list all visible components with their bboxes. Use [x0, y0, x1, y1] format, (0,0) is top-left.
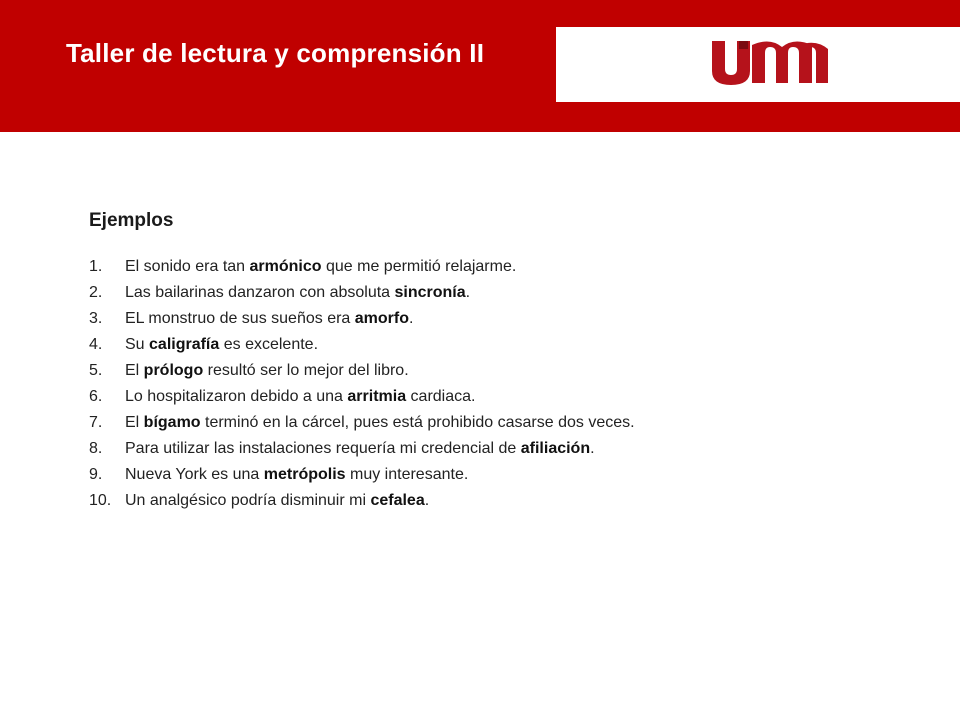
- list-item-number: 5.: [89, 362, 103, 379]
- key-word: arritmia: [347, 388, 407, 405]
- list-item: [89, 332, 889, 358]
- list-item-text: Para utilizar las instalaciones requería mi credencial de: [125, 440, 521, 457]
- list-item-text: El: [125, 362, 144, 379]
- list-item-number: 1.: [89, 258, 103, 275]
- list-item-text: Un analgésico podría disminuir mi: [125, 492, 371, 509]
- list-item-text: Su: [125, 336, 150, 353]
- example-list: [89, 254, 889, 514]
- list-item-text: Lo hospitalizaron debido a una: [125, 388, 348, 405]
- section-title: Ejemplos: [89, 210, 174, 231]
- key-word: sincronía: [394, 284, 466, 301]
- list-item-text: EL monstruo de sus sueños era: [125, 310, 355, 327]
- list-item-text: es excelente.: [219, 336, 319, 353]
- list-item-number: 10.: [89, 492, 112, 509]
- key-word: armónico: [249, 258, 322, 275]
- list-item-text: que me permitió relajarme.: [321, 258, 517, 275]
- list-item: [89, 436, 889, 462]
- list-item: [89, 462, 889, 488]
- list-item: [89, 254, 889, 280]
- key-word: amorfo: [354, 310, 409, 327]
- key-word: prólogo: [143, 362, 204, 379]
- key-word: afiliación: [520, 440, 591, 457]
- list-item-number: 4.: [89, 336, 103, 353]
- list-item-text: .: [409, 310, 414, 327]
- list-item-number: 3.: [89, 310, 103, 327]
- list-item: [89, 306, 889, 332]
- list-item: [89, 358, 889, 384]
- key-word: cefalea: [370, 492, 425, 509]
- list-item-number: 6.: [89, 388, 103, 405]
- list-item-text: .: [465, 284, 471, 301]
- logo-panel: [556, 27, 960, 102]
- list-item-text: resultó ser lo mejor del libro.: [203, 362, 409, 379]
- list-item-text: El: [125, 414, 144, 431]
- key-word: bígamo: [143, 414, 201, 431]
- umm-logo: [710, 37, 834, 87]
- list-item: [89, 384, 889, 410]
- list-item-number: 8.: [89, 440, 103, 457]
- list-item-text: .: [590, 440, 595, 457]
- page-title: Taller de lectura y comprensión II: [66, 38, 485, 68]
- list-item-text: Nueva York es una: [125, 466, 264, 483]
- list-item: [89, 488, 889, 514]
- examples-section: [89, 208, 889, 514]
- list-item-text: cardiaca.: [406, 388, 476, 405]
- list-item-text: muy interesante.: [345, 466, 469, 483]
- list-item-number: 2.: [89, 284, 103, 301]
- list-item: [89, 280, 889, 306]
- header-band: [0, 0, 960, 132]
- list-item-text: terminó en la cárcel, pues está prohibido casarse dos veces.: [200, 414, 635, 431]
- list-item-text: El sonido era tan: [125, 258, 250, 275]
- list-item: [89, 410, 889, 436]
- list-item-number: 9.: [89, 466, 103, 483]
- list-item-number: 7.: [89, 414, 103, 431]
- list-item-text: .: [424, 492, 430, 509]
- key-word: caligrafía: [149, 336, 220, 353]
- key-word: metrópolis: [263, 466, 346, 483]
- list-item-text: Las bailarinas danzaron con absoluta: [125, 284, 395, 301]
